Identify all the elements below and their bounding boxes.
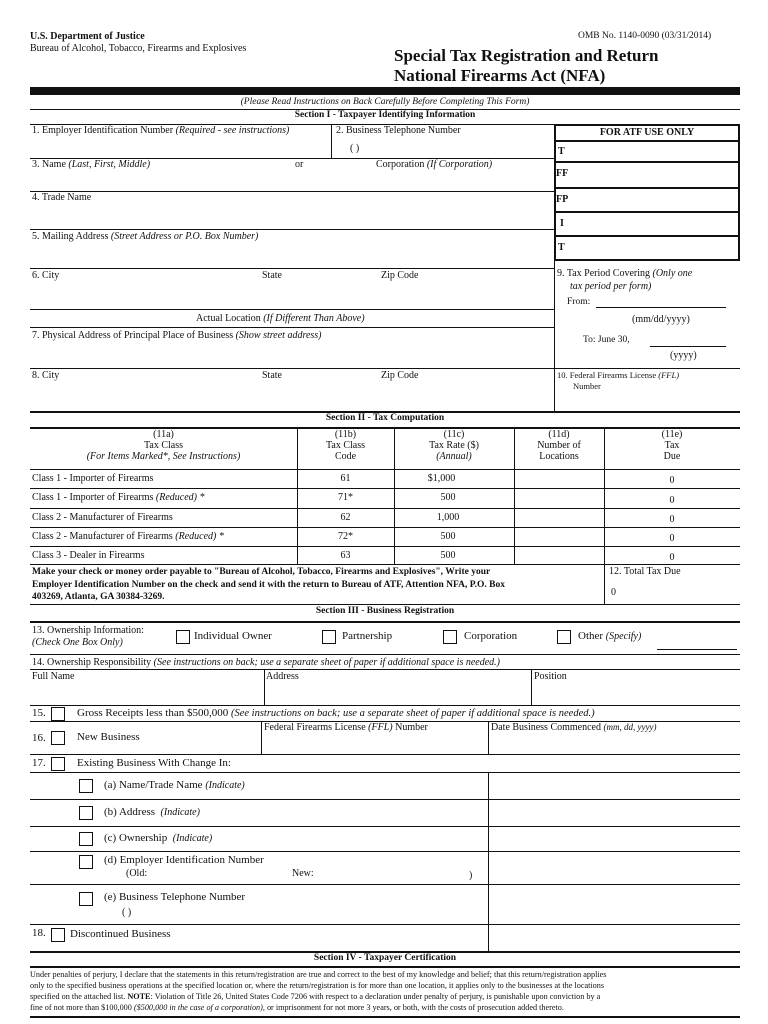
field-15-number: 15. xyxy=(32,707,46,719)
other-specify-line xyxy=(657,649,737,650)
field-17-label: Existing Business With Change In: xyxy=(77,757,231,769)
owner-full-name-input[interactable] xyxy=(32,684,262,703)
tax-rate: 1,000 xyxy=(436,512,460,523)
bureau-name: Bureau of Alcohol, Tobacco, Firearms and Explosives xyxy=(30,43,247,54)
field-16-label: New Business xyxy=(77,731,140,743)
corporation-label: Corporation (If Corporation) xyxy=(376,159,493,170)
divider xyxy=(264,669,265,705)
atf-row-t2: T xyxy=(558,242,565,253)
tax-class-label: Class 1 - Importer of Firearms (Reduced) * xyxy=(32,492,205,503)
partnership-label: Partnership xyxy=(342,630,393,642)
divider xyxy=(30,604,740,605)
change-ownership-input[interactable] xyxy=(491,829,738,849)
field-10-label: 10. Federal Firearms License (FFL) xyxy=(557,370,680,380)
field-9-note: tax period per form) xyxy=(570,281,652,292)
locations-input[interactable] xyxy=(516,510,602,525)
field-15-label: Gross Receipts less than $500,000 (See instructions on back; use a separate sheet of paper if additional space is needed.) xyxy=(77,707,595,719)
atf-row-i: I xyxy=(560,218,564,229)
col-11a-header: (11a) Tax Class (For Items Marked*, See Instructions) xyxy=(86,429,241,462)
from-label: From: xyxy=(567,297,591,307)
divider xyxy=(30,327,554,328)
divider xyxy=(30,669,740,670)
change-address-label: (b) Address (Indicate) xyxy=(104,806,200,818)
divider xyxy=(30,368,554,369)
tax-class-code: 71* xyxy=(338,492,353,503)
divider xyxy=(30,799,740,800)
individual-owner-checkbox[interactable] xyxy=(176,630,190,644)
instructions-note: (Please Read Instructions on Back Carefully Before Completing This Form) xyxy=(240,97,530,107)
form-subtitle: National Firearms Act (NFA) xyxy=(394,66,606,85)
divider xyxy=(30,924,740,925)
new-phone-input[interactable] xyxy=(170,905,320,919)
divider xyxy=(554,187,740,189)
tax-rate: $1,000 xyxy=(427,473,456,484)
address-label: Address xyxy=(266,671,299,682)
state-label: State xyxy=(262,370,282,381)
field-13-label: 13. Ownership Information: xyxy=(32,625,144,636)
divider xyxy=(30,966,740,968)
divider xyxy=(30,546,740,547)
divider xyxy=(604,564,605,604)
from-line xyxy=(596,307,726,308)
full-name-label: Full Name xyxy=(32,671,75,682)
physical-address-input[interactable] xyxy=(32,343,552,367)
total-tax-due-value: 0 xyxy=(611,587,616,598)
divider xyxy=(30,564,740,565)
change-address-checkbox[interactable] xyxy=(79,806,93,820)
mailing-address-input[interactable] xyxy=(32,244,552,266)
other-label: Other (Specify) xyxy=(578,630,642,642)
field-3-label: 3. Name (Last, First, Middle) xyxy=(32,159,151,170)
field-2-label: 2. Business Telephone Number xyxy=(336,125,461,136)
tax-due: 0 xyxy=(669,514,675,525)
locations-input[interactable] xyxy=(516,548,602,562)
divider xyxy=(30,191,554,192)
divider xyxy=(30,654,740,655)
trade-name-input[interactable] xyxy=(32,205,552,227)
period-to-input[interactable] xyxy=(650,333,726,346)
divider xyxy=(30,229,554,230)
tax-class-code: 62 xyxy=(340,512,351,523)
field-18-label: Discontinued Business xyxy=(70,928,171,940)
divider xyxy=(331,124,332,159)
locations-input[interactable] xyxy=(516,490,602,505)
city-state-zip-input[interactable] xyxy=(32,283,552,307)
divider xyxy=(30,508,740,509)
change-ownership-checkbox[interactable] xyxy=(79,832,93,846)
divider xyxy=(531,669,532,705)
divider xyxy=(554,235,740,237)
tax-class-label: Class 2 - Manufacturer of Firearms (Reduced) * xyxy=(32,531,224,542)
period-from-input[interactable] xyxy=(596,294,726,307)
to-line xyxy=(650,346,726,347)
phone-parens: ( ) xyxy=(350,143,360,154)
new-business-checkbox[interactable] xyxy=(51,731,65,745)
tax-rate: 500 xyxy=(440,492,456,503)
tax-class-label: Class 3 - Dealer in Firearms xyxy=(32,550,145,561)
new-ein-input[interactable] xyxy=(320,866,465,880)
change-phone-parens: ( ) xyxy=(122,907,132,918)
zip-label: Zip Code xyxy=(381,270,419,281)
section-2-title: Section II - Tax Computation xyxy=(325,413,445,423)
atf-use-title: FOR ATF USE ONLY xyxy=(599,127,695,138)
field-5-label: 5. Mailing Address (Street Address or P.O. Box Number) xyxy=(32,231,259,242)
payment-instructions: Make your check or money order payable to "Bureau of Alcohol, Tobacco, Firearms and Explosives", Write your Employer Identification Number on the check and send it with the return to Bureau of ATF, Attention NFA, P.O. Box 403269, Atlanta, GA 30384-3269. xyxy=(32,567,506,602)
state-label: State xyxy=(262,270,282,281)
tax-due: 0 xyxy=(669,495,675,506)
change-name-input[interactable] xyxy=(491,775,738,797)
field-12-label: 12. Total Tax Due xyxy=(609,566,681,577)
divider xyxy=(554,161,740,163)
change-phone-label: (e) Business Telephone Number xyxy=(104,891,246,903)
tax-class-code: 61 xyxy=(340,473,351,484)
discontinued-business-checkbox[interactable] xyxy=(51,928,65,942)
date-commenced-input[interactable] xyxy=(491,735,738,752)
old-ein-label: (Old: xyxy=(126,868,148,879)
divider xyxy=(554,211,740,213)
name-input[interactable] xyxy=(32,172,552,190)
field-14-label: 14. Ownership Responsibility (See instructions on back; use a separate sheet of paper if additional space is needed.) xyxy=(32,657,500,668)
ein-close-paren: ) xyxy=(469,870,473,881)
change-address-input[interactable] xyxy=(491,802,738,824)
phone-input[interactable] xyxy=(395,140,550,157)
divider xyxy=(488,721,489,754)
section-1-title: Section I - Taxpayer Identifying Information xyxy=(294,110,476,120)
to-label: To: June 30, xyxy=(583,335,630,345)
atf-row-t: T xyxy=(558,146,565,157)
field-13-note: (Check One Box Only) xyxy=(32,637,123,648)
tax-class-code: 72* xyxy=(338,531,353,542)
physical-city-state-zip-input[interactable] xyxy=(32,383,552,407)
other-checkbox[interactable] xyxy=(557,630,571,644)
col-11c-header: (11c) Tax Rate ($) (Annual) xyxy=(429,429,479,462)
change-phone-checkbox[interactable] xyxy=(79,892,93,906)
department-name: U.S. Department of Justice xyxy=(30,31,145,42)
ffl-number-label: Federal Firearms License (FFL) Number xyxy=(264,722,428,733)
divider xyxy=(554,140,740,142)
owner-position-input[interactable] xyxy=(533,684,738,703)
col-11b-header: (11b) Tax Class Code xyxy=(325,429,366,462)
tax-due: 0 xyxy=(669,552,675,563)
change-ein-checkbox[interactable] xyxy=(79,855,93,869)
field-16-number: 16. xyxy=(32,732,46,744)
section-4-title: Section IV - Taxpayer Certification xyxy=(313,953,457,963)
corporation-checkbox[interactable] xyxy=(443,630,457,644)
divider xyxy=(30,884,740,885)
divider xyxy=(30,469,740,470)
change-name-label: (a) Name/Trade Name (Indicate) xyxy=(104,779,245,791)
divider xyxy=(30,772,740,773)
tax-due: 0 xyxy=(669,533,675,544)
tax-rate: 500 xyxy=(440,531,456,542)
tax-class-code: 63 xyxy=(340,550,351,561)
actual-location-label: Actual Location (If Different Than Above) xyxy=(196,313,365,324)
change-ein-label: (d) Employer Identification Number xyxy=(104,854,264,866)
divider xyxy=(554,368,740,369)
new-ein-label: New: xyxy=(292,868,314,879)
section-3-title: Section III - Business Registration xyxy=(315,606,455,616)
change-name-checkbox[interactable] xyxy=(79,779,93,793)
divider xyxy=(30,754,740,755)
field-6-label: 6. City xyxy=(32,270,60,281)
tax-class-label: Class 1 - Importer of Firearms xyxy=(32,473,154,484)
old-ein-input[interactable] xyxy=(155,866,285,880)
gross-receipts-checkbox[interactable] xyxy=(51,707,65,721)
individual-owner-label: Individual Owner xyxy=(194,630,272,642)
tax-rate: 500 xyxy=(440,550,456,561)
date-commenced-label: Date Business Commenced (mm, dd, yyyy) xyxy=(491,722,657,733)
divider xyxy=(30,705,740,706)
field-4-label: 4. Trade Name xyxy=(32,192,92,203)
tax-due: 0 xyxy=(669,475,675,486)
or-label: or xyxy=(295,159,304,170)
locations-input[interactable] xyxy=(516,529,602,544)
atf-row-fp: FP xyxy=(556,194,569,205)
form-title: Special Tax Registration and Return xyxy=(394,46,659,65)
date-format: (mm/dd/yyyy) xyxy=(632,314,690,325)
omb-number: OMB No. 1140-0090 (03/31/2014) xyxy=(578,31,712,41)
field-1-label: 1. Employer Identification Number (Required - see instructions) xyxy=(32,125,290,136)
divider xyxy=(30,488,740,489)
header-rule xyxy=(30,87,740,95)
change-ownership-label: (c) Ownership (Indicate) xyxy=(104,832,213,844)
zip-label: Zip Code xyxy=(381,370,419,381)
divider xyxy=(30,1016,740,1018)
field-10-number: Number xyxy=(573,381,601,391)
divider xyxy=(30,826,740,827)
divider xyxy=(261,721,262,754)
ein-input[interactable] xyxy=(32,137,328,157)
divider xyxy=(30,621,740,623)
field-8-label: 8. City xyxy=(32,370,60,381)
ffl-number-input[interactable] xyxy=(557,393,739,409)
col-11e-header: (11e) Tax Due xyxy=(661,429,683,462)
year-format: (yyyy) xyxy=(670,350,697,361)
other-specify-input[interactable] xyxy=(657,634,737,649)
field-7-label: 7. Physical Address of Principal Place of Business (Show street address) xyxy=(32,330,322,341)
certification-text: Under penalties of perjury, I declare that the statements in this return/registration are true and correct to the best of my knowledge and belief; that this return/registration applies only to the specified business operations at the specified location or, where the return/registration is for more than one location, it applies only to the businesses at the locations specified on the attached list. NOTE: Violation of Title 26, United States Code 7206 with respect to a declaration under penalty of perjury, is punishable upon conviction by a fine of not more than $100,000 ($500,000 in the case of a corporation), or imprisonment for not more 3 years, or both, with the costs of prosecution added thereto. xyxy=(30,970,607,1012)
field-18-number: 18. xyxy=(32,927,46,939)
corporation-option-label: Corporation xyxy=(464,630,518,642)
divider xyxy=(30,527,740,528)
field-9-label: 9. Tax Period Covering (Only one xyxy=(557,268,693,279)
partnership-checkbox[interactable] xyxy=(322,630,336,644)
atf-use-box xyxy=(554,124,740,261)
divider xyxy=(30,268,554,269)
position-label: Position xyxy=(534,671,567,682)
divider xyxy=(30,851,740,852)
col-11d-header: (11d) Number of Locations xyxy=(537,429,581,462)
tax-class-label: Class 2 - Manufacturer of Firearms xyxy=(32,512,173,523)
new-business-ffl-input[interactable] xyxy=(264,735,486,752)
existing-business-checkbox[interactable] xyxy=(51,757,65,771)
locations-input[interactable] xyxy=(516,471,602,486)
owner-address-input[interactable] xyxy=(266,684,529,703)
divider xyxy=(30,309,554,310)
atf-row-ff: FF xyxy=(556,168,569,179)
field-17-number: 17. xyxy=(32,757,46,769)
